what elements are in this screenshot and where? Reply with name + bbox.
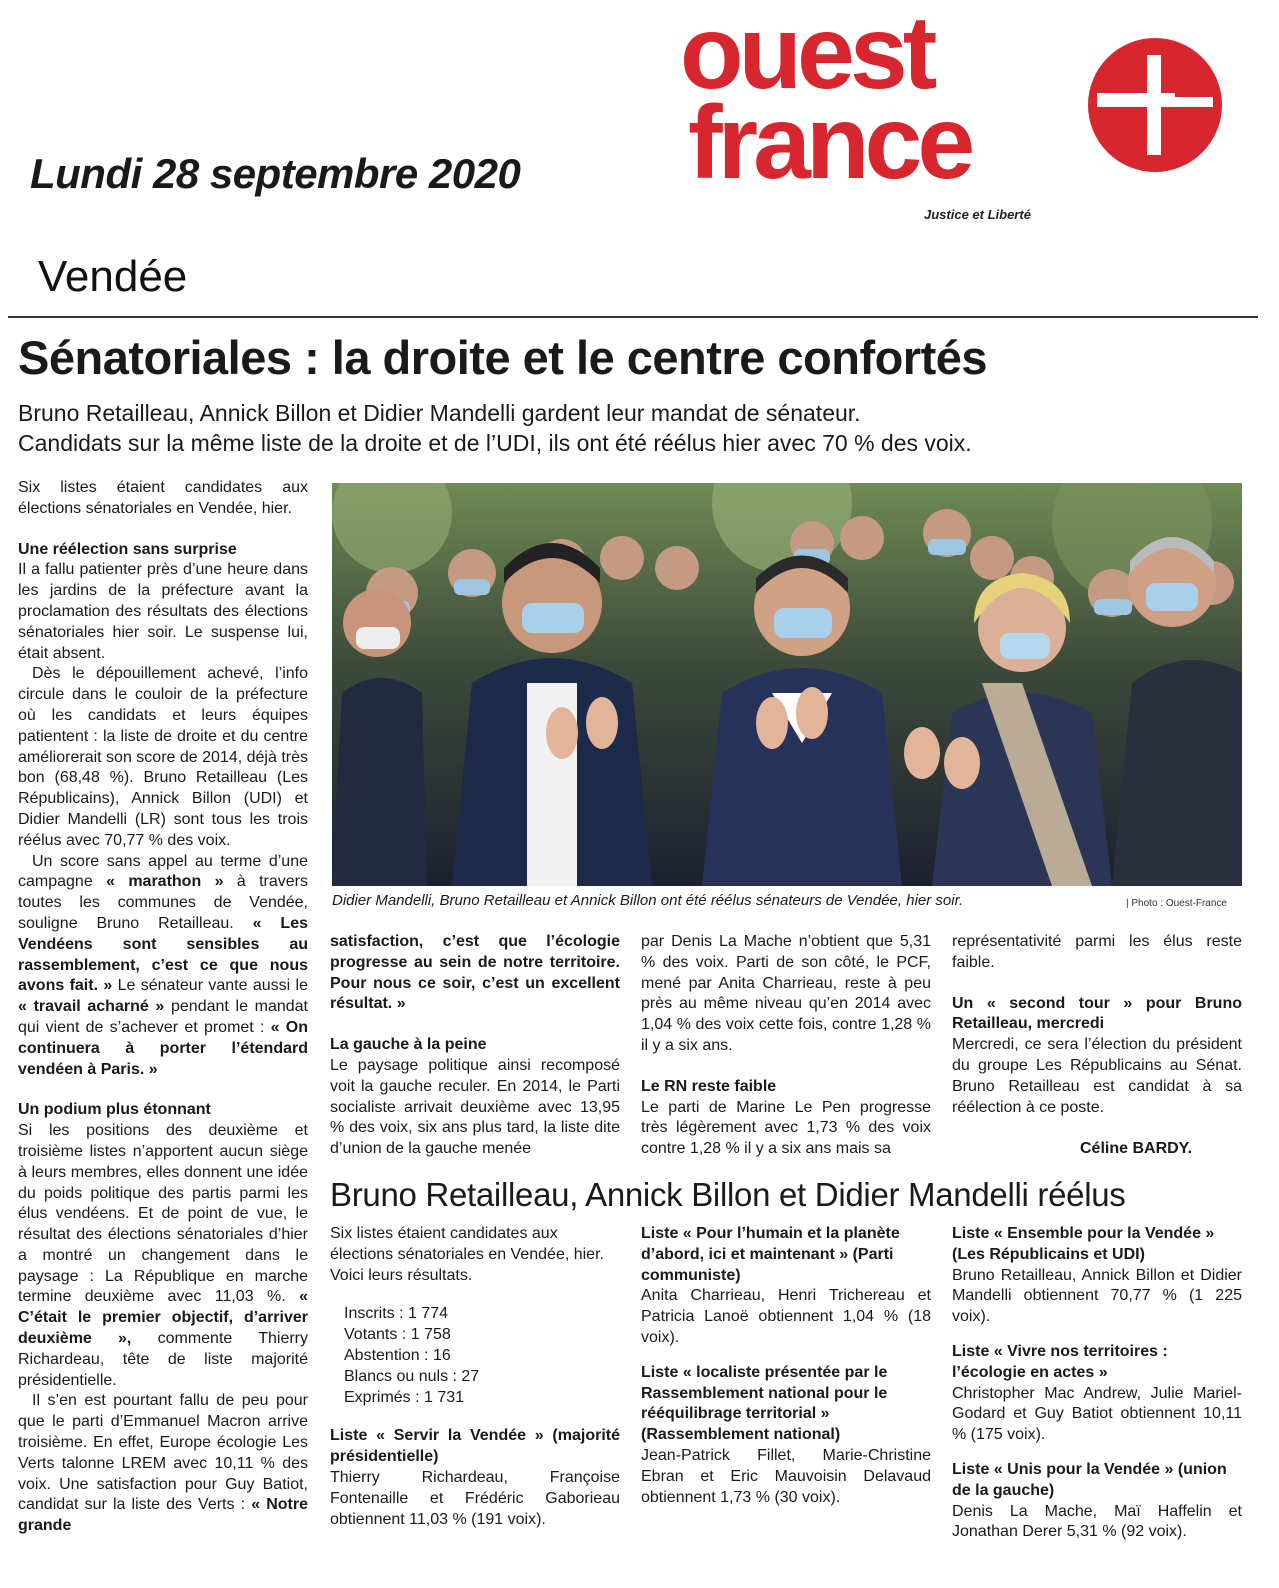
- paragraph: satisfaction, c’est que l’écologie progresse au sein de notre territoire. Pour nous ce soir, c’est un excellent résultat. »: [330, 933, 620, 1013]
- results-stats: [344, 1304, 620, 1408]
- logo-tagline: Justice et Liberté: [924, 207, 1031, 222]
- article-intro: Six listes étaient candidates aux élections sénatoriales en Vendée, hier.: [18, 479, 308, 517]
- subheading-second-tour: Un « second tour » pour Bruno Retailleau, mercredi: [952, 994, 1242, 1033]
- photo-credit: | Photo : Ouest-France: [1126, 898, 1227, 909]
- result-list-title: Liste « localiste présentée par le Rassemblement national pour le rééquilibrage territorial » (Rassemblement national): [641, 1363, 888, 1444]
- paragraph: par Denis La Mache n’obtient que 5,31 % des voix. Parti de son côté, le PCF, mené par Anita Charrieau, reste à peu près au même niveau qu’en 2014 avec 1,04 % des voix cette fois, contre 1,28 % il y a six ans.: [641, 933, 931, 1054]
- stat-line: Blancs ou nuls : 27: [344, 1367, 480, 1385]
- subheading-podium: Un podium plus étonnant: [18, 1101, 211, 1119]
- article-photo[interactable]: [332, 483, 1242, 886]
- paragraph: Mercredi, ce sera l’élection du président du groupe Les Républicains au Sénat. Bruno Retailleau est candidat à sa réélection à ce poste.: [952, 1036, 1242, 1116]
- article-column-1: [18, 478, 308, 1537]
- author-signature: Céline BARDY.: [1080, 1140, 1193, 1157]
- result-list-body: Thierry Richardeau, Françoise Fontenaille et Frédéric Gaborieau obtiennent 11,03 % (191 voix).: [330, 1468, 620, 1528]
- section-divider: [8, 316, 1258, 318]
- paragraph: représentativité parmi les élus reste faible.: [952, 933, 1242, 971]
- results-column-3: [952, 1224, 1242, 1557]
- result-list-item: [952, 1460, 1242, 1543]
- result-list-title: Liste « Unis pour la Vendée » (union de la gauche): [952, 1460, 1227, 1499]
- article-headline: Sénatoriales : la droite et le centre confortés: [18, 331, 988, 384]
- section-title: Vendée: [38, 252, 188, 301]
- logo-word-france: france: [688, 85, 971, 201]
- result-list-body: Jean-Patrick Fillet, Marie-Christine Ebran et Eric Mauvoisin Delavaud obtiennent 1,73 % (30 voix).: [641, 1446, 931, 1506]
- results-headline: Bruno Retailleau, Annick Billon et Didier Mandelli réélus: [330, 1176, 1126, 1213]
- edition-date: Lundi 28 septembre 2020: [30, 150, 521, 197]
- newspaper-logo[interactable]: [680, 0, 1060, 201]
- paragraph: Le parti de Marine Le Pen progresse très légèrement avec 1,73 % des voix contre 1,28 % il y a six ans mais sa: [641, 1098, 931, 1158]
- stat-line: Exprimés : 1 731: [344, 1388, 465, 1406]
- result-list-body: Denis La Mache, Maï Haffelin et Jonathan Derer 5,31 % (92 voix).: [952, 1502, 1242, 1541]
- article-column-4: [952, 932, 1242, 1118]
- article-column-2: [330, 932, 620, 1160]
- article-column-3: [641, 932, 931, 1160]
- photo-caption: Didier Mandelli, Bruno Retailleau et Annick Billon ont été réélus sénateurs de Vendée, hier soir.: [332, 892, 964, 909]
- paragraph: Il a fallu patienter près d’une heure dans les jardins de la préfecture avant la proclamation des résultats des élections sénatoriales hier soir. Le suspense lui, était absent.: [18, 561, 308, 662]
- article-subhead: [18, 398, 972, 458]
- result-list-body: Bruno Retailleau, Annick Billon et Didier Mandelli obtiennent 70,77 % (1 225 voix).: [952, 1266, 1242, 1326]
- paragraph: Un score sans appel au terme d’une campagne « marathon » à travers toutes les communes de Vendée, souligne Bruno Retailleau. « Les Vendéens sont sensibles au rassemblement, c’est ce que nous avons fait. » Le sénateur vante aussi le « travail acharné » pendant le mandat qui vient de s’achever et promet : « On continuera à porter l’étendard vendéen à Paris. »: [18, 852, 309, 1078]
- result-list-item: [952, 1224, 1242, 1328]
- paragraph: Le paysage politique ainsi recomposé voit la gauche reculer. En 2014, le Parti socialiste arrivait deuxième avec 13,95 % des voix, six ans plus tard, la liste dite d’union de la gauche menée: [330, 1056, 620, 1158]
- stat-line: Votants : 1 758: [344, 1326, 451, 1344]
- results-intro: Six listes étaient candidates aux élections sénatoriales en Vendée, hier. Voici leurs résultats.: [330, 1225, 604, 1284]
- result-list-item: [330, 1426, 620, 1530]
- result-list-title: Liste « Vivre nos territoires : l’écologie en actes »: [952, 1342, 1168, 1381]
- result-list-body: Christopher Mac Andrew, Julie Mariel-Godard et Guy Batiot obtiennent 10,11 % (175 voix).: [952, 1384, 1242, 1444]
- paragraph: Si les positions des deuxième et troisième listes n’apportent aucun siège à leurs membres, elles donnent une idée du poids politique des partis parmi les élus vendéens. Et de point de vue, le résultat des élections sénatoriales d’hier a montré un changement dans le paysage : La République en marche termine deuxième avec 11,03 %. « C’était le premier objectif, d’arriver deuxième », commente Thierry Richardeau, tête de liste majorité présidentielle.: [18, 1122, 308, 1389]
- subheading-rn: Le RN reste faible: [641, 1077, 777, 1095]
- stat-line: Inscrits : 1 774: [344, 1305, 449, 1323]
- result-list-item: [641, 1224, 931, 1349]
- paragraph: Il s’en est pourtant fallu de peu pour que le parti d’Emmanuel Macron arrive troisième. En effet, Europe écologie Les Verts talonne LREM avec 10,11 % des voix. Une satisfaction pour Guy Batiot, candidat sur la liste des Verts : « Notre grande: [18, 1392, 309, 1535]
- results-column-1: [330, 1224, 620, 1544]
- result-list-item: [952, 1342, 1242, 1446]
- stat-line: Abstention : 16: [344, 1346, 451, 1364]
- subheading-gauche: La gauche à la peine: [330, 1036, 487, 1054]
- logo-emblem-icon: [1085, 35, 1225, 175]
- paragraph: Dès le dépouillement achevé, l’info circule dans le couloir de la préfecture où les candidats et leurs équipes patientent : la liste de droite et du centre améliorerait son score de 2014, déjà très bon (68,48 %). Bruno Retailleau (Les Républicains), Annick Billon (UDI) et Didier Mandelli (LR) sont tous les trois réélus avec 70,77 % des voix.: [18, 665, 308, 849]
- result-list-body: Anita Charrieau, Henri Trichereau et Patricia Lanoë obtiennent 1,04 % (18 voix).: [641, 1287, 931, 1346]
- result-list-item: [641, 1363, 931, 1509]
- result-list-title: Liste « Ensemble pour la Vendée » (Les Républicains et UDI): [952, 1225, 1215, 1263]
- logo-word-ouest: ouest: [680, 0, 933, 111]
- subhead-line-1: Bruno Retailleau, Annick Billon et Didier Mandelli gardent leur mandat de sénateur.: [18, 400, 861, 426]
- subheading-reelection: Une réélection sans surprise: [18, 540, 237, 558]
- result-list-title: Liste « Pour l’humain et la planète d’abord, ici et maintenant » (Parti communiste): [641, 1225, 900, 1284]
- results-column-2: [641, 1224, 931, 1522]
- result-list-title: Liste « Servir la Vendée » (majorité présidentielle): [330, 1427, 620, 1466]
- subhead-line-2: Candidats sur la même liste de la droite et de l’UDI, ils ont été réélus hier avec 70 % des voix.: [18, 430, 972, 456]
